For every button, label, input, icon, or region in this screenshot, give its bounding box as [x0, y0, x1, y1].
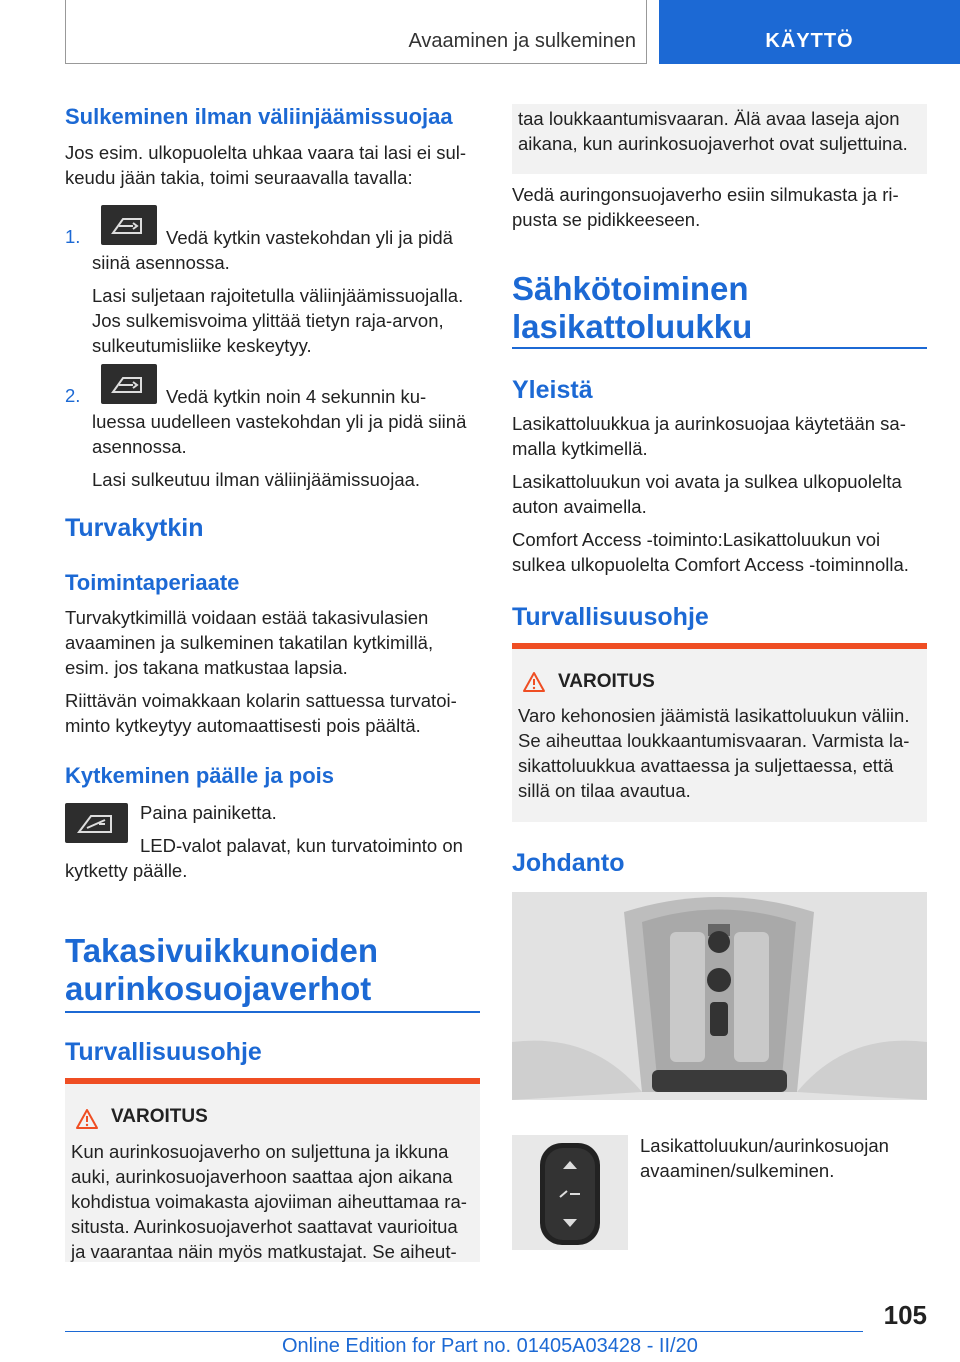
warning-label: VAROITUS [111, 1106, 208, 1127]
warning-text: Varo kehonosien jäämistä lasikattoluukun väliin. Se aiheuttaa loukkaantumisvaaran. Varmista la- sikattoluukkua avattaessa ja suljettaessa, että sillä on tilaa avautua. [518, 705, 910, 801]
heading-toimintaperiaate: Toimintaperiaate [65, 570, 240, 595]
paragraph-press: Paina painiketta. [140, 802, 277, 823]
heading-johdanto: Johdanto [512, 849, 625, 877]
photo-caption: Lasikattoluukun/aurinkosuojan avaaminen/sulkeminen. [640, 1135, 889, 1181]
heading-takasivuikkunoiden: Takasivuikkunoiden aurinkosuojaverhot [65, 932, 378, 1007]
step-number: 1. [65, 226, 81, 247]
warning-box [65, 1084, 480, 1262]
section-title: Avaaminen ja sulkeminen [408, 30, 636, 52]
chapter-tab[interactable] [659, 0, 960, 64]
heading-turvakytkin: Turvakytkin [65, 514, 204, 542]
heading-sahkotoiminen: Sähkötoiminen lasikattoluukku [512, 270, 753, 345]
roof-switch-photo [512, 1135, 628, 1250]
heading-kytkeminen: Kytkeminen päälle ja pois [65, 763, 334, 788]
warning-text: Kun aurinkosuojaverho on suljettuna ja ikkuna auki, aurinkosuojaverhoon saattaa ajon aikana kohdistua voimakasta ajoviiman aiheuttamaa ra- situsta. Aurinkosuojaverhot saattavat vaurioitua ja vaarantaa näin myös matkustajat. Se aiheut- [71, 1141, 467, 1262]
paragraph-led: LED-valot palavat, kun turvatoiminto on kytketty päälle. [65, 835, 463, 881]
edition-label: Online Edition for Part no. 01405A03428 - II/20 [282, 1335, 698, 1357]
heading-turvallisuusohje: Turvallisuusohje [512, 603, 709, 631]
paragraph-intro: Jos esim. ulkopuolelta uhkaa vaara tai lasi ei sul- keudu jään takia, toimi seuraavalla tavalla: [65, 142, 467, 188]
warning-triangle-icon [75, 1108, 99, 1130]
chapter-tab-label: KÄYTTÖ [765, 30, 854, 52]
warning-label: VAROITUS [558, 671, 655, 692]
heading-turvallisuusohje: Turvallisuusohje [65, 1038, 262, 1066]
page-number: 105 [883, 1300, 927, 1330]
paragraph-toimintaperiaate: Turvakytkimillä voidaan estää takasivulasien avaaminen ja sulkeminen takatilan kytkimillä, esim. jos takana matkustaa lapsia. Riittävän voimakkaan kolarin sattuessa turvatoi- minto kytkeytyy automaattisesti pois päältä. [65, 607, 457, 736]
warning-text-continued: taa loukkaantumisvaaran. Älä avaa laseja ajon aikana, kun aurinkosuojaverhot ovat suljettuina. [518, 108, 908, 154]
step-2-text: Vedä kytkin noin 4 sekunnin ku- luessa uudelleen vastekohdan yli ja pidä siinä asennossa. Lasi sulkeutuu ilman väliinjäämissuojaa. [92, 386, 467, 490]
paragraph-pull-shade: Vedä auringonsuojaverho esiin silmukasta ja ri- pusta se pidikkeeseen. [512, 184, 899, 230]
warning-box-continued [512, 104, 927, 174]
heading-closing-without-protection: Sulkeminen ilman väliinjäämissuojaa [65, 104, 453, 129]
heading-rule [65, 1011, 480, 1013]
warning-box [512, 649, 927, 822]
heading-yleista: Yleistä [512, 376, 593, 404]
heading-rule [512, 347, 927, 349]
paragraph-yleista: Lasikattoluukkua ja aurinkosuojaa käytetään sa- malla kytkimellä. Lasikattoluukun voi avata ja sulkea ulkopuolelta auton avaimella. Comfort Access -toiminto:Lasikattoluukun voi sulkea ulkopuolelta Comfort Access -toiminnolla. [512, 413, 909, 575]
roof-console-photo [512, 892, 927, 1100]
footer-rule [65, 1331, 863, 1332]
step-1-text: Vedä kytkin vastekohdan yli ja pidä siinä asennossa. Lasi suljetaan rajoitetulla väliinjäämissuojalla. Jos sulkemisvoima ylittää tietyn raja-arvon, sulkeutumisliike keskeytyy. [92, 227, 464, 356]
warning-triangle-icon [522, 671, 546, 693]
step-number: 2. [65, 385, 81, 406]
